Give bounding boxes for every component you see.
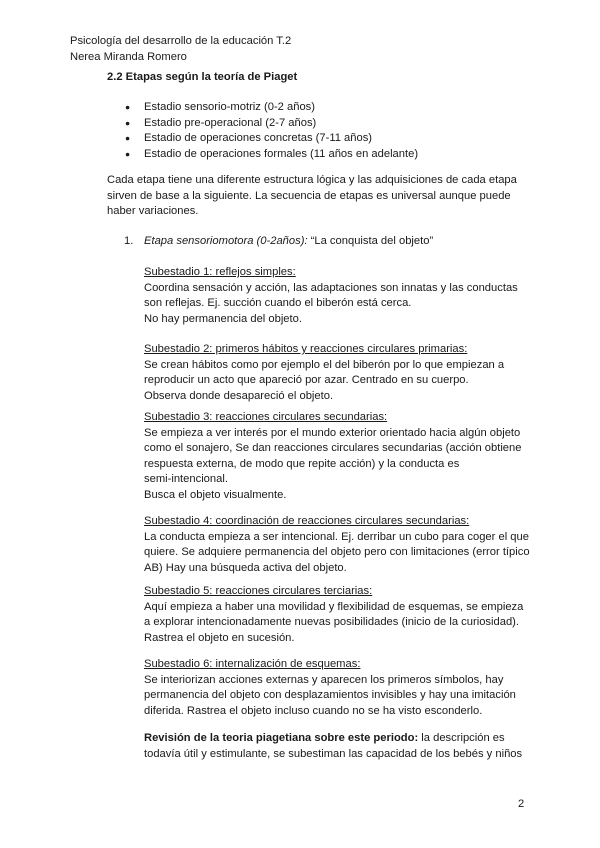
list-item: ● Estadio sensorio-motriz (0-2 años) <box>107 100 418 116</box>
text-line: Busca el objeto visualmente. <box>144 488 287 501</box>
list-item: ● Estadio de operaciones formales (11 años en adelante) <box>107 147 418 163</box>
text-line: Coordina sensación y acción, las adaptaciones son innatas y las conductas <box>144 281 518 294</box>
substage-title: Subestadio 2: primeros hábitos y reacciones circulares primarias: <box>144 343 468 355</box>
text-line: a explorar intencionadamente nuevas posibilidades (inicio de la curiosidad). <box>144 616 520 629</box>
text-line: Observa donde desapareció el objeto. <box>144 389 334 402</box>
substage-5 <box>144 584 536 646</box>
substage-title: Subestadio 1: reflejos simples: <box>144 266 296 278</box>
header-course: Psicología del desarrollo de la educación T.2 <box>70 35 292 47</box>
substage-title: Subestadio 5: reacciones circulares terciarias: <box>144 585 373 597</box>
text-line: quiere. Se adquiere permanencia del objeto pero con limitaciones (error típico <box>144 546 530 559</box>
substage-title: Subestadio 3: reacciones circulares secundarias: <box>144 411 388 423</box>
intro-paragraph <box>107 173 527 220</box>
substage-title: Subestadio 6: internalización de esquemas: <box>144 658 361 670</box>
substage-2 <box>144 342 536 404</box>
header-author: Nerea Miranda Romero <box>70 50 187 63</box>
stage-name: Etapa sensoriomotora (0-2años): <box>144 235 308 247</box>
document-header <box>70 34 291 65</box>
stages-list <box>107 100 418 162</box>
text-line: reproducir un acto que apareció por azar. Centrado en su cuerpo. <box>144 374 469 387</box>
text-line: Cada etapa tiene una diferente estructura lógica y las adquisiciones de cada etapa <box>107 174 517 186</box>
stage-number: 1. <box>124 235 134 247</box>
text-line: No hay permanencia del objeto. <box>144 312 302 325</box>
text-line: respuesta externa, de modo que repite acción) y la conducta es <box>144 457 460 470</box>
text-line: semi-intencional. <box>144 473 228 486</box>
substage-6 <box>144 657 536 719</box>
substage-4 <box>144 514 536 576</box>
text-line: como el sonajero, Se dan reacciones circulares secundarias (acción obtiene <box>144 442 522 455</box>
text-line: permanencia del objeto con desplazamientos invisibles y hay una imitación <box>144 689 516 702</box>
page-number: 2 <box>518 798 525 810</box>
text-line: Se crean hábitos como por ejemplo el del biberón por lo que empiezan a <box>144 358 505 371</box>
substage-title: Subestadio 4: coordinación de reacciones circulares secundarias: <box>144 515 470 527</box>
text-line: AB) Hay una búsqueda activa del objeto. <box>144 561 347 574</box>
stage-heading <box>124 234 433 250</box>
substage-3 <box>144 410 536 504</box>
text-line: Se interiorizan acciones externas y aparecen los primeros símbolos, hay <box>144 673 504 686</box>
stage-subtitle: “La conquista del objeto” <box>307 235 434 247</box>
text-line: sirven de base a la siguiente. La secuencia de etapas es universal aunque puede <box>107 189 511 202</box>
text-line: haber variaciones. <box>107 205 199 218</box>
list-item: ● Estadio pre-operacional (2-7 años) <box>107 116 418 132</box>
list-item: ● Estadio de operaciones concretas (7-11 años) <box>107 131 418 147</box>
text-line: todavía útil y estimulante, se subestiman las capacidad de los bebés y niños <box>144 747 523 760</box>
text-line: Aquí empieza a haber una movilidad y flexibilidad de esquemas, se empieza <box>144 600 524 613</box>
text-line: diferida. Rastrea el objeto incluso cuando no se ha visto esconderlo. <box>144 704 483 717</box>
section-title: 2.2 Etapas según la teoría de Piaget <box>107 71 298 83</box>
text-line: son reflejas. Ej. succión cuando el biberón está cerca. <box>144 297 412 310</box>
text-line: Rastrea el objeto en sucesión. <box>144 631 295 644</box>
text-line: Se empieza a ver interés por el mundo exterior orientado hacia algún objeto <box>144 426 521 439</box>
review-paragraph <box>144 731 536 762</box>
text-line: La conducta empieza a ser intencional. Ej. derribar un cubo para coger el que <box>144 530 529 543</box>
text-line: la descripción es <box>418 732 505 744</box>
substage-1 <box>144 265 536 327</box>
review-heading: Revisión de la teoria piagetiana sobre este periodo: <box>144 732 419 744</box>
